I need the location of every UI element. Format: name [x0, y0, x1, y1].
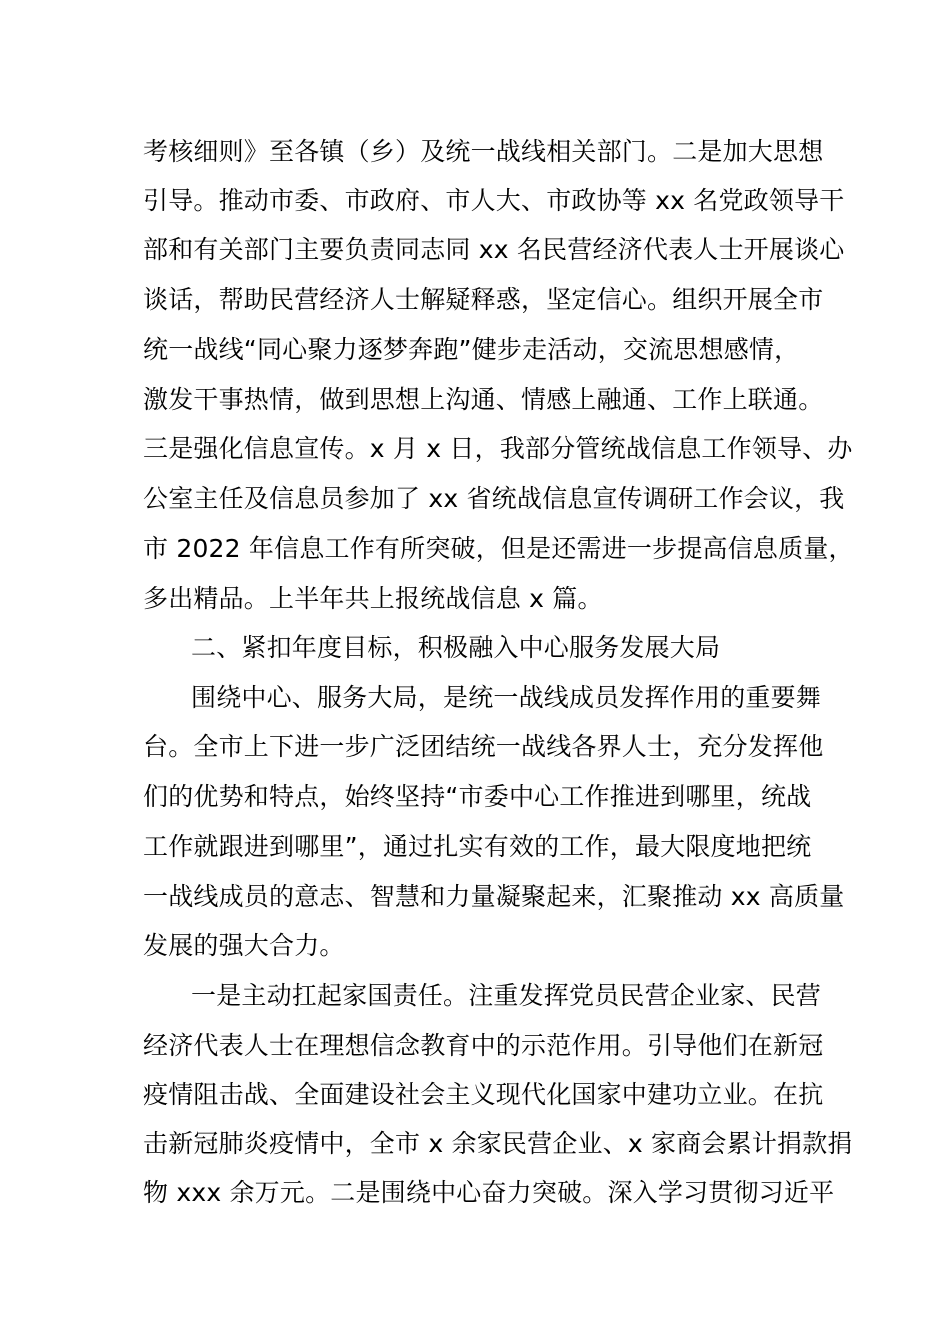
paragraph-line: 考核细则》至各镇（乡）及统一战线相关部门。二是加大思想 [143, 137, 824, 166]
paragraph-line: 经济代表人士在理想信念教育中的示范作用。引导他们在新冠 [143, 1031, 824, 1060]
paragraph-line: 激发干事热情，做到思想上沟通、情感上融通、工作上联通。 [143, 385, 824, 414]
paragraph-line: 部和有关部门主要负责同志同 xx 名民营经济代表人士开展谈心 [143, 235, 845, 264]
paragraph-line: 三是强化信息宣传。x 月 x 日，我部分管统战信息工作领导、办 [143, 434, 853, 463]
paragraph-line: 疫情阻击战、全面建设社会主义现代化国家中建功立业。在抗 [143, 1080, 824, 1109]
paragraph-line: 工作就跟进到哪里”，通过扎实有效的工作，最大限度地把统 [143, 832, 812, 861]
paragraph-line: 多出精品。上半年共上报统战信息 x 篇。 [143, 584, 603, 613]
paragraph-line: 们的优势和特点，始终坚持“市委中心工作推进到哪里，统战 [143, 782, 812, 811]
paragraph-line: 击新冠肺炎疫情中，全市 x 余家民营企业、x 家商会累计捐款捐 [143, 1129, 853, 1158]
paragraph-line: 台。全市上下进一步广泛团结统一战线各界人士，充分发挥他 [143, 732, 824, 761]
paragraph-line: 一是主动扛起家国责任。注重发挥党员民营企业家、民营 [191, 981, 822, 1010]
paragraph-line: 谈话，帮助民营经济人士解疑释惑，坚定信心。组织开展全市 [143, 285, 824, 314]
paragraph-line: 公室主任及信息员参加了 xx 省统战信息宣传调研工作会议，我 [143, 484, 845, 513]
paragraph-line: 围绕中心、服务大局，是统一战线成员发挥作用的重要舞 [191, 683, 822, 712]
paragraph-line: 发展的强大合力。 [143, 931, 345, 960]
paragraph-line: 统一战线“同心聚力逐梦奔跑”健步走活动，交流思想感情， [143, 335, 800, 364]
paragraph-line: 物 xxx 余万元。二是围绕中心奋力突破。深入学习贯彻习近平 [143, 1178, 835, 1207]
paragraph-line: 引导。推动市委、市政府、市人大、市政协等 xx 名党政领导干 [143, 186, 845, 215]
section-heading: 二、紧扣年度目标，积极融入中心服务发展大局 [191, 633, 721, 662]
paragraph-line: 一战线成员的意志、智慧和力量凝聚起来，汇聚推动 xx 高质量 [143, 882, 845, 911]
paragraph-line: 市 2022 年信息工作有所突破，但是还需进一步提高信息质量， [143, 534, 854, 563]
